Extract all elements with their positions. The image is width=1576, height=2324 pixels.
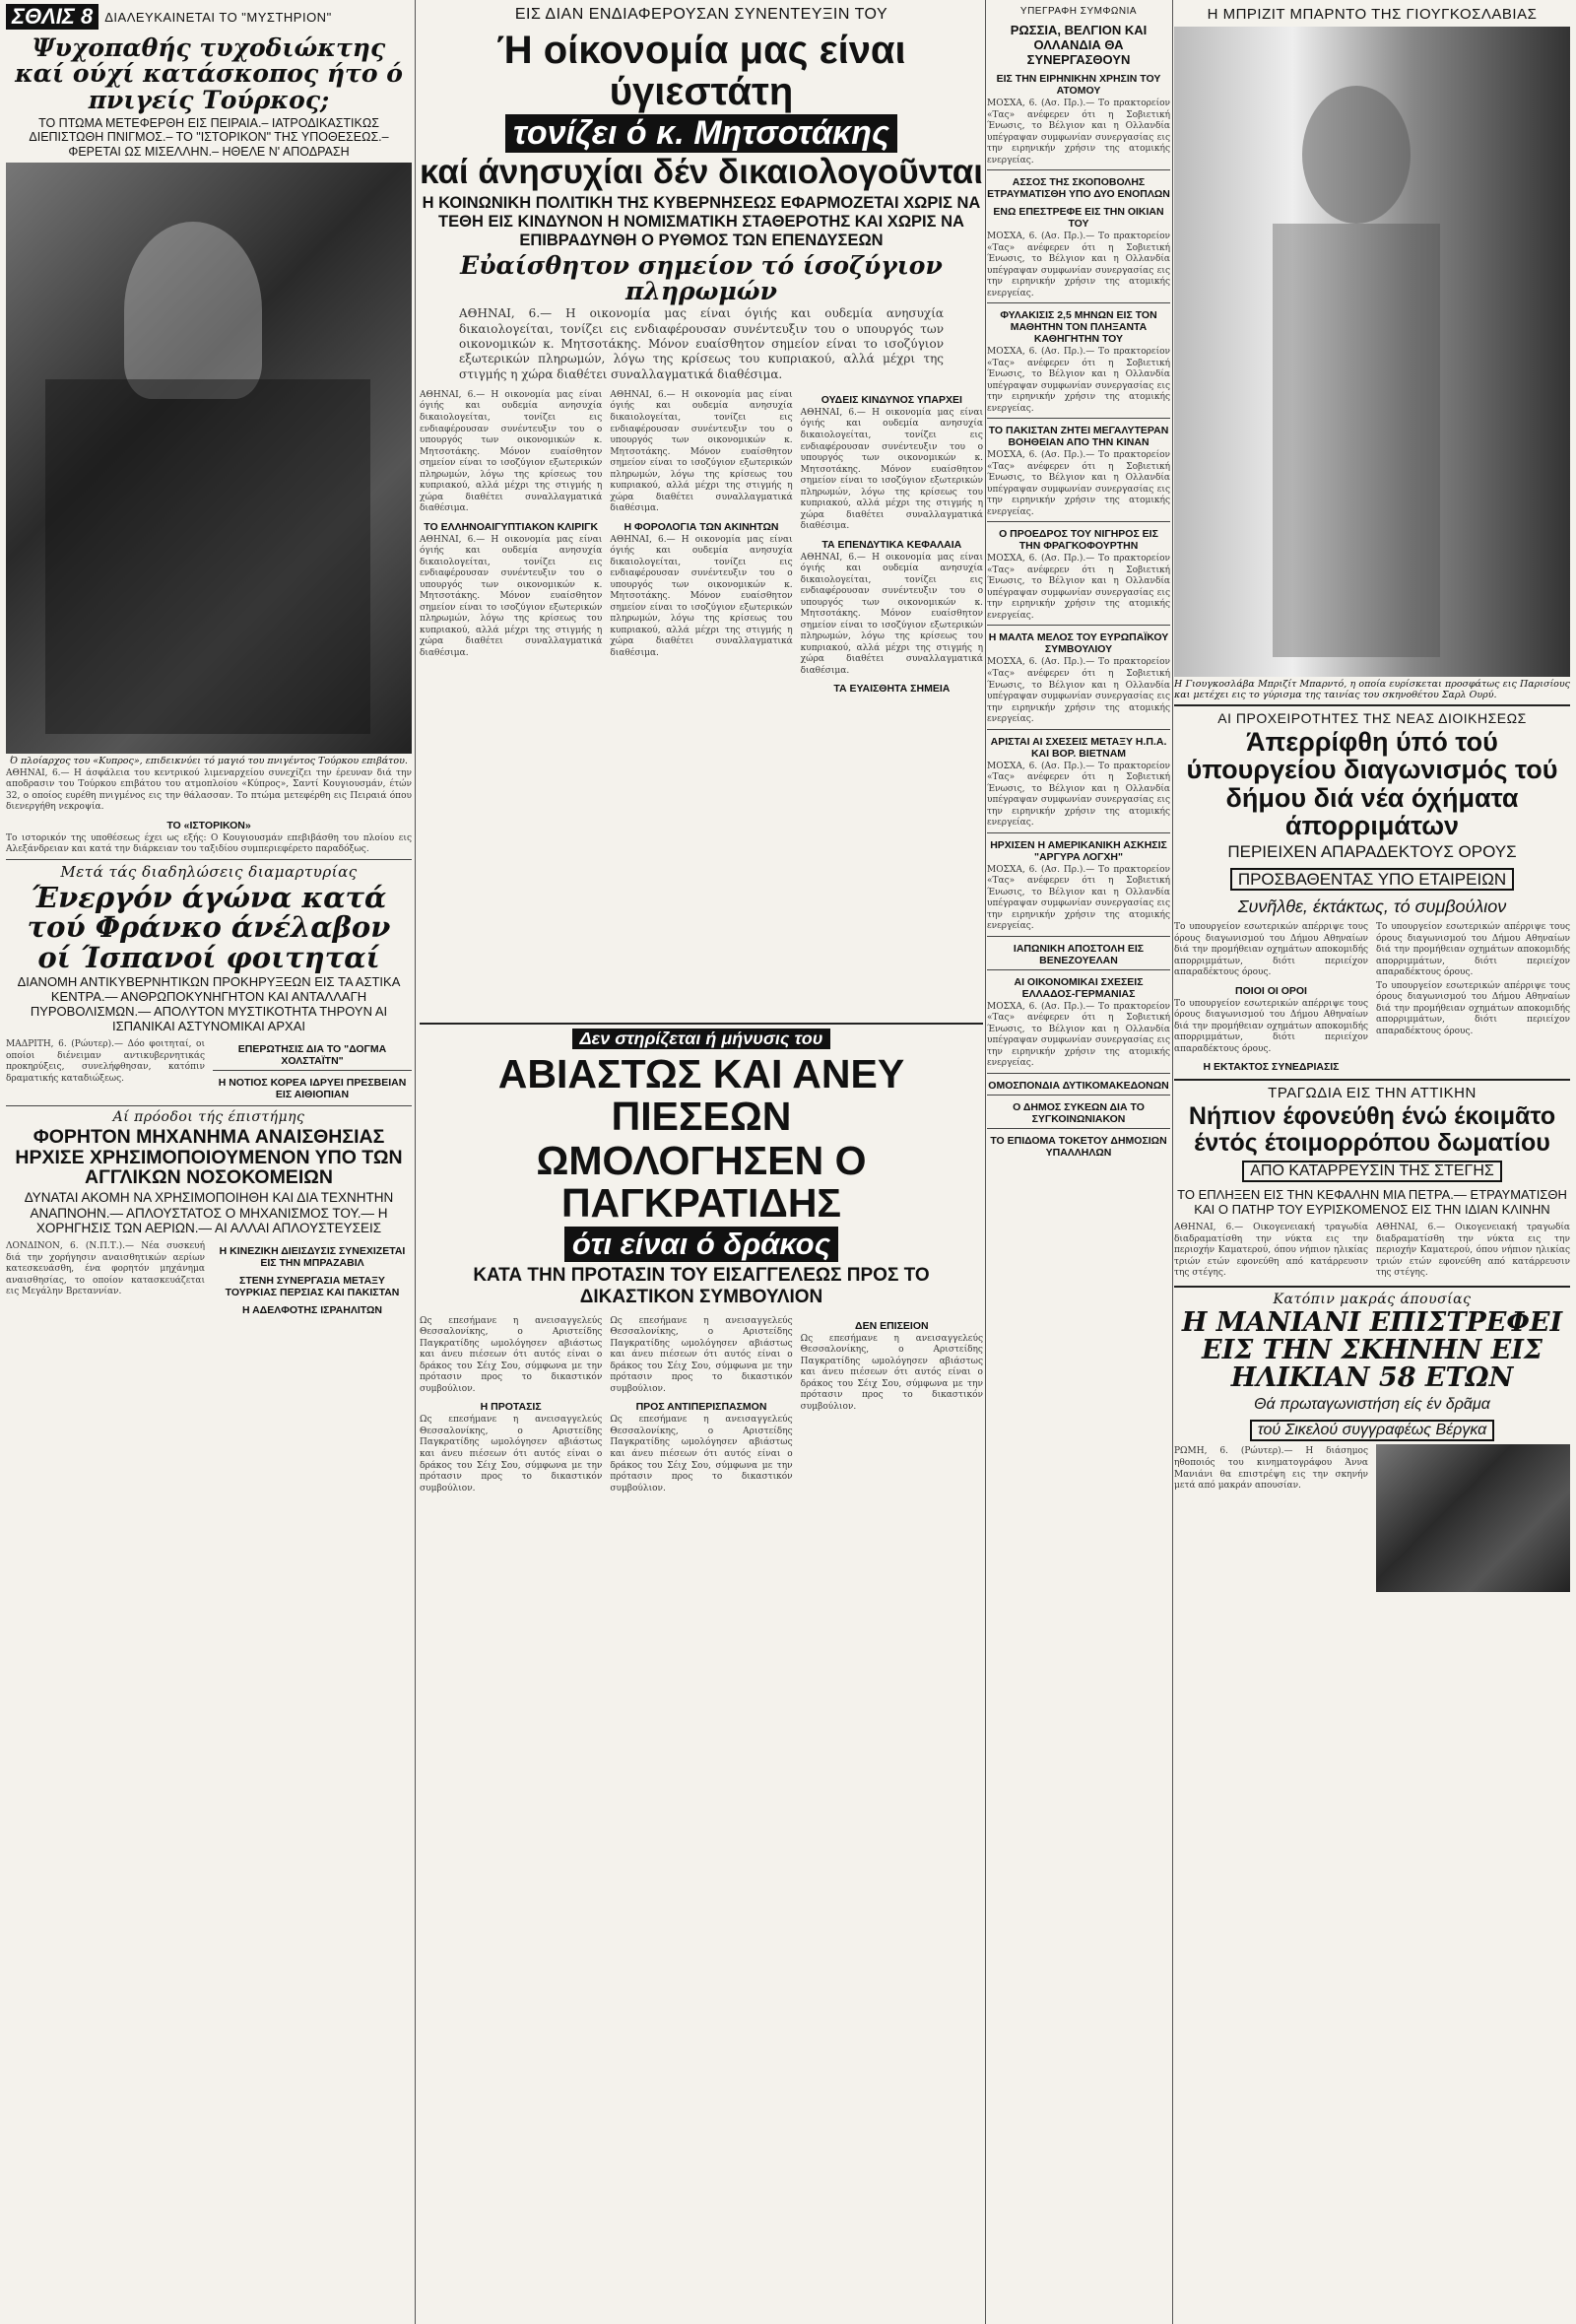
- brief-title: ΤΟ ΕΠΙΔΟΜΑ ΤΟΚΕΤΟΥ ΔΗΜΟΣΙΩΝ ΥΠΑΛΛΗΛΩΝ: [990, 1134, 1167, 1159]
- summary-economy: Η ΚΟΙΝΩΝΙΚΗ ΠΟΛΙΤΙΚΗ ΤΗΣ ΚΥΒΕΡΝΗΣΕΩΣ ΕΦΑΡΜΟΖΕΤΑΙ ΧΩΡΙΣ ΝΑ ΤΕΘΗ ΕΙΣ ΚΙΝΔΥΝΟΝ Η ΝΟΜΙΣΜΑΤΙΚΗ ΣΤΑΘΕΡΟΤΗΣ ΚΑΙ ΧΩΡΙΣ ΝΑ ΕΠΙΒΡΑΔΥΝΘΗ Ο ΡΥΘΜΟΣ ΤΩΝ ΕΠΕΝΔΥΣΕΩΝ: [422, 193, 981, 249]
- summary-turk: ΤΟ ΠΤΩΜΑ ΜΕΤΕΦΕΡΘΗ ΕΙΣ ΠΕΙΡΑΙΑ.– ΙΑΤΡΟΔΙΚΑΣΤΙΚΩΣ ΔΙΕΠΙΣΤΩΘΗ ΠΝΙΓΜΟΣ.– ΤΟ "ΙΣΤΟΡΙΚΟΝ" ΤΗΣ ΥΠΟΘΕΣΕΩΣ.– ΦΕΡΕΤΑΙ ΩΣ ΜΙΣΕΛΛΗΝ.– ΗΘΕΛΕ Ν' ΑΠΟΔΡΑΣΗ: [29, 115, 389, 159]
- article-body: ΡΩΜΗ, 6. (Ρώυτερ).— Η διάσημος ηθοποιός του κινηματογράφου Άννα Μανιάνι θα επιστρέψη εις την σκηνήν μετά από μακράν απουσίαν.: [1174, 1446, 1368, 1492]
- kicker: Μετά τάς διαδηλώσεις διαμαρτυρίας: [60, 862, 358, 881]
- kicker: ΔΙΑΛΕΥΚΑΙΝΕΤΑΙ ΤΟ "ΜΥΣΤΗΡΙΟΝ": [104, 9, 332, 25]
- article-body: ΛΟΝΔΙΝΟΝ, 6. (Ν.Π.Τ.).— Νέα συσκευή διά την χορήγησιν αναισθητικών αερίων κατεσκευάσθη, ένα φορητόν μηχάνημα αναισθησίας, το οποίον κατασκευάζεται εις Μεγάλην Βρεταννίαν.: [6, 1240, 205, 1297]
- magnani-sub1: Θά πρωταγωνιστήση είς έν δρᾶμα: [1254, 1395, 1490, 1413]
- brief-title: Η ΜΑΛΤΑ ΜΕΛΟΣ ΤΟΥ ΕΥΡΩΠΑΪΚΟΥ ΣΥΜΒΟΥΛΙΟΥ: [988, 631, 1169, 656]
- article-body: ΜΟΣΧΑ, 6. (Ασ. Πρ.).— Το πρακτορείον «Τας» ανέφερεν ότι η Σοβιετική Ένωσις, το Βέλγιον και η Ολλανδία υπέγραψαν συμφωνίαν συνεργασίας εις την ειρηνικήν χρήσιν της ατομικής ενεργείας.: [987, 554, 1170, 621]
- article-body: Ως επεσήμανε η ανεισαγγελεύς Θεσσαλονίκης, ο Αριστείδης Παγκρατίδης ωμολόγησεν αβιάστως και άνευ πιέσεων ότι αυτός είναι ο δράκος του Σέιχ Σου, σύμφωνα με την πρότασιν προς το δικαστικόν συμβούλιον.: [420, 1415, 603, 1494]
- article-body: ΜΑΔΡΙΤΗ, 6. (Ρώυτερ).— Δόο φοιτηταί, οι οποίοι διένειμαν αντικυβερνητικάς προκηρύξεις, συνελήφθησαν, κατόπιν δραματικής καταδιώξεως.: [6, 1039, 205, 1084]
- photo-caption: Ό πλοίαρχος του «Κυπρος», επιδεικνύει τό μαγιό του πνιγέντος Τούρκου επιβάτου.: [10, 755, 408, 766]
- column-rule: [1172, 0, 1173, 2324]
- subhead: ΤΑ ΕΠΕΝΔΥΤΙΚΑ ΚΕΦΑΛΑΙΑ: [821, 538, 962, 551]
- brief-title: Ο ΠΡΟΕΔΡΟΣ ΤΟΥ ΝΙΓΗΡΟΣ ΕΙΣ ΤΗΝ ΦΡΑΓΚΟΦΟΥΡΤΗΝ: [999, 528, 1158, 553]
- kicker: Κατόπιν μακράς άπουσίας: [1273, 1291, 1472, 1307]
- article-body: ΑΘΗΝΑΙ, 6.— Η οικονομία μας είναι όγιής και ουδεμία ανησυχία δικαιολογείται, τονίζει εις ενδιαφέρουσαν συνέντευξιν του ο υπουργός των οικονομικών κ. Μητσοτάκης. Μόνον ευαίσθητον σημείον είναι το ισοζύγιον εξωτερικών πληρωμών, λόγω της κρίσεως του κυπριακού, αλλά μέχρι της στιγμής η χώρα διαθέτει συναλλαγματικά διαθέσιμα.: [800, 552, 983, 676]
- tragedy-sub: ΑΠΟ ΚΑΤΑΡΡΕΥΣΙΝ ΤΗΣ ΣΤΕΓΗΣ: [1242, 1161, 1502, 1182]
- article-body: Το υπουργείον εσωτερικών απέρριψε τους όρους διαγωνισμού του Δήμου Αθηναίων διά την προμήθειαν οχημάτων αποκομιδής απορριμμάτων, διότι περιείχον απαραδέκτους όρους.: [1376, 922, 1570, 978]
- brief-title: ΙΑΠΩΝΙΚΗ ΑΠΟΣΤΟΛΗ ΕΙΣ ΒΕΝΕΖΟΥΕΛΑΝ: [1013, 942, 1145, 966]
- article-body: ΜΟΣΧΑ, 6. (Ασ. Πρ.).— Το πρακτορείον «Τας» ανέφερεν ότι η Σοβιετική Ένωσις, το Βέλγιον και η Ολλανδία υπέγραψαν συμφωνίαν συνεργασίας εις την ειρηνικήν χρήσιν της ατομικής ενεργείας.: [987, 232, 1170, 299]
- headline-mitsotakis: τονίζει ό κ. Μητσοτάκης: [505, 114, 897, 153]
- article-body: ΑΘΗΝΑΙ, 6.— Η άσφάλεια του κεντρικού λιμεναρχείου συνεχίζει την έρευναν διά την αποδρασιν του Τούρκου επιβάτου του ατμοπλοίου «Κύπρος», Σαντί Κουγιουσμάν, έτών 32, ο οποίος ευρέθη πνιγμένος εις την θάλασσαν. Το πτώμα μετεφέρθη εις Πειραιά όπου διενεργήθη νεκροψία.: [6, 767, 412, 813]
- tender-sub2: ΠΡΟΣΒΑΘΕΝΤΑΣ ΥΠΟ ΕΤΑΙΡΕΙΩΝ: [1230, 868, 1514, 892]
- headline-magnani: Η ΜΑΝΙΑΝΙ ΕΠΙΣΤΡΕΦΕΙ ΕΙΣ ΤΗΝ ΣΚΗΝΗΝ ΕΙΣ ΗΛΙΚΙΑΝ 58 ΕΤΩΝ: [1181, 1306, 1563, 1394]
- kicker-drakos: Δεν στηρίζεται ή μήνυσις του: [572, 1029, 831, 1049]
- article-body: ΜΟΣΧΑ, 6. (Ασ. Πρ.).— Το πρακτορείον «Τας» ανέφερεν ότι η Σοβιετική Ένωσις, το Βέλγιον και η Ολλανδία υπέγραψαν συμφωνίαν συνεργασίας εις την ειρηνικήν χρήσιν της ατομικής ενεργείας.: [987, 761, 1170, 829]
- article-body: ΑΘΗΝΑΙ, 6.— Η οικονομία μας είναι όγιής και ουδεμία ανησυχία δικαιολογείται, τονίζει εις ενδιαφέρουσαν συνέντευξιν του ο υπουργός των οικονομικών κ. Μητσοτάκης. Μόνον ευαίσθητον σημείον είναι το ισοζύγιον εξωτερικών πληρωμών, λόγω της κρίσεως του κυπριακού, αλλά μέχρι της στιγμής η χώρα διαθέτει συναλλαγματικά διαθέσιμα.: [610, 389, 793, 514]
- article-body: Ως επεσήμανε η ανεισαγγελεύς Θεσσαλονίκης, ο Αριστείδης Παγκρατίδης ωμολόγησεν αβιάστως και άνευ πιέσεων ότι αυτός είναι ο δράκος του Σέιχ Σου, σύμφωνα με την πρότασιν προς το δικαστικόν συμβούλιον.: [610, 1315, 793, 1394]
- brief-title: ΗΡΧΙΣΕΝ Η ΑΜΕΡΙΚΑΝΙΚΗ ΑΣΚΗΣΙΣ "ΑΡΓΥΡΑ ΛΟΓΧΗ": [990, 838, 1167, 863]
- article-body: Ως επεσήμανε η ανεισαγγελεύς Θεσσαλονίκης, ο Αριστείδης Παγκρατίδης ωμολόγησεν αβιάστως και άνευ πιέσεων ότι αυτός είναι ο δράκος του Σέιχ Σου, σύμφωνα με την πρότασιν προς το δικαστικόν συμβούλιον.: [610, 1415, 793, 1494]
- headline-tragedy: Νήπιον έφονεύθη ένώ έκοιμᾶτο έντός έτοιμορρόπου δωματίου: [1188, 1102, 1556, 1157]
- subhead: ΤΟ «ΙΣΤΟΡΙΚΟΝ»: [166, 819, 251, 831]
- brief-title: Ο ΔΗΜΟΣ ΣΥΚΕΩΝ ΔΙΑ ΤΟ ΣΥΓΚΟΙΝΩΝΙΑΚΟΝ: [1013, 1100, 1145, 1125]
- headline-economy: Ή οίκονομία μας είναι ύγιεστάτη: [496, 29, 906, 113]
- column-right: [1174, 0, 1570, 1592]
- subhead: Η ΚΙΝΕΖΙΚΗ ΔΙΕΙΣΔΥΣΙΣ ΣΥΝΕΧΙΖΕΤΑΙ ΕΙΣ ΤΗΝ ΜΠΡΑΖΑΒΙΛ: [219, 1244, 406, 1269]
- subhead: ΣΤΕΝΗ ΣΥΝΕΡΓΑΣΙΑ ΜΕΤΑΞΥ ΤΟΥΡΚΙΑΣ ΠΕΡΣΙΑΣ ΚΑΙ ΠΑΚΙΣΤΑΝ: [225, 1274, 400, 1298]
- article-body: ΜΟΣΧΑ, 6. (Ασ. Πρ.).— Το πρακτορείον «Τας» ανέφερεν ότι η Σοβιετική Ένωσις, το Βέλγιον και η Ολλανδία υπέγραψαν συμφωνίαν συνεργασίας εις την ειρηνικήν χρήσιν της ατομικής ενεργείας.: [987, 1001, 1170, 1069]
- article-body: ΜΟΣΧΑ, 6. (Ασ. Πρ.).— Το πρακτορείον «Τας» ανέφερεν ότι η Σοβιετική Ένωσις, το Βέλγιον και η Ολλανδία υπέγραψαν συμφωνίαν συνεργασίας εις την ειρηνικήν χρήσιν της ατομικής ενεργείας.: [987, 864, 1170, 932]
- column-rule: [985, 0, 986, 2324]
- headline-turk: Ψυχοπαθής τυχοδιώκτης καί ούχί κατάσκοπος ήτο ό πνιγείς Τούρκος;: [15, 33, 403, 114]
- kicker: Αί πρόοδοι τής έπιστήμης: [112, 1109, 305, 1126]
- photo-caption: Η Γιουγκοσλάβα Μπριζίτ Μπαρντό, η οποία ευρίσκεται προσφάτως εις Παρισίους και μετέχει εις το γύρισμα της ταινίας του σκηνοθέτου Σαρλ Ουρύ.: [1174, 679, 1570, 700]
- article-body: ΜΟΣΧΑ, 6. (Ασ. Πρ.).— Το πρακτορείον «Τας» ανέφερεν ότι η Σοβιετική Ένωσις, το Βέλγιον και η Ολλανδία υπέγραψαν συμφωνίαν συνεργασίας εις την ειρηνικήν χρήσιν της ατομικής ενεργείας.: [987, 99, 1170, 166]
- subhead: Η ΦΟΡΟΛΟΓΙΑ ΤΩΝ ΑΚΙΝΗΤΩΝ: [624, 520, 779, 533]
- article-body: Ως επεσήμανε η ανεισαγγελεύς Θεσσαλονίκης, ο Αριστείδης Παγκρατίδης ωμολόγησεν αβιάστως και άνευ πιέσεων ότι αυτός είναι ο δράκος του Σέιχ Σου, σύμφωνα με την πρότασιν προς το δικαστικόν συμβούλιον.: [800, 1333, 983, 1412]
- page-badge: ΣΘΛΙΣ 8: [6, 4, 98, 30]
- tender-sub3: Συνῆλθε, έκτάκτως, τό συμβούλιον: [1237, 896, 1507, 917]
- photo-title: Η ΜΠΡΙΖΙΤ ΜΠΑΡΝΤΟ ΤΗΣ ΓΙΟΥΓΚΟΣΛΑΒΙΑΣ: [1207, 6, 1538, 23]
- kicker: ΥΠΕΓΡΑΦΗ ΣΥΜΦΩΝΙΑ: [1019, 6, 1138, 17]
- article-body: ΑΘΗΝΑΙ, 6.— Η οικονομία μας είναι όγιής και ουδεμία ανησυχία δικαιολογείται, τονίζει εις ενδιαφέρουσαν συνέντευξιν του ο υπουργός των οικονομικών κ. Μητσοτάκης. Μόνον ευαίσθητον σημείον είναι το ισοζύγιον εξωτερικών πληρωμών, λόγω της κρίσεως του κυπριακού, αλλά μέχρι της στιγμής η χώρα διαθέτει συναλλαγματικά διαθέσιμα.: [420, 534, 603, 658]
- article-body: Το ιστορικόν της υποθέσεως έχει ως εξής: Ο Κουγιουσμάν επεβιβάσθη του πλοίου εις Αλεξάνδρειαν και κατά την διάρκειαν του ταξιδίου συμπεριεφέρετο παραδόξως.: [6, 832, 412, 855]
- headline-drakos-3: ότι είναι ό δράκος: [564, 1227, 838, 1262]
- headline-anesthesia: ΦΟΡΗΤΟΝ ΜΗΧΑΝΗΜΑ ΑΝΑΙΣΘΗΣΙΑΣ ΗΡΧΙΣΕ ΧΡΗΣΙΜΟΠΟΙΟΥΜΕΝΟΝ ΥΠΟ ΤΩΝ ΑΓΓΛΙΚΩΝ ΝΟΣΟΚΟΜΕΙΩΝ: [15, 1126, 403, 1188]
- brief-title: ΑΙ ΟΙΚΟΝΟΜΙΚΑΙ ΣΧΕΣΕΙΣ ΕΛΛΑΔΟΣ-ΓΕΡΜΑΝΙΑΣ: [1014, 975, 1144, 1000]
- subhead: Η ΕΚΤΑΚΤΟΣ ΣΥΝΕΔΡΙΑΣΙΣ: [1203, 1061, 1340, 1074]
- column-center: [420, 0, 983, 1496]
- brief-title: ΟΜΟΣΠΟΝΔΙΑ ΔΥΤΙΚΟΜΑΚΕΔΟΝΩΝ: [988, 1079, 1169, 1092]
- subhead: ΕΠΕΡΩΤΗΣΙΣ ΔΙΑ ΤΟ "ΔΟΓΜΑ ΧΟΛΣΤΑΪΤΝ": [237, 1043, 387, 1068]
- article-body: ΜΟΣΧΑ, 6. (Ασ. Πρ.).— Το πρακτορείον «Τας» ανέφερεν ότι η Σοβιετική Ένωσις, το Βέλγιον και η Ολλανδία υπέγραψαν συμφωνίαν συνεργασίας εις την ειρηνικήν χρήσιν της ατομικής ενεργείας.: [987, 450, 1170, 517]
- article-body: ΑΘΗΝΑΙ, 6.— Οικογενειακή τραγωδία διαδραματίσθη την νύκτα εις την περιοχήν Καματερού, όπου νήπιον ηλικίας τριών ετών εφονεύθη από κατάρρευσιν της στέγης.: [1174, 1223, 1368, 1279]
- photo-captain: [6, 163, 412, 754]
- subhead: ΔΕΝ ΕΠΙΣΕΙΟΝ: [855, 1319, 929, 1332]
- brief-title: ΑΡΙΣΤΑΙ ΑΙ ΣΧΕΣΕΙΣ ΜΕΤΑΞΥ Η.Π.Α. ΚΑΙ ΒΟΡ. ΒΙΕΤΝΑΜ: [990, 735, 1167, 760]
- headline-franco: Ένεργόν άγώνα κατά τού Φράνκο άνέλαβον οί Ίσπανοί φοιτηταί: [27, 880, 391, 974]
- subhead: Η ΝΟΤΙΟΣ ΚΟΡΕΑ ΙΔΡΥΕΙ ΠΡΕΣΒΕΙΑΝ ΕΙΣ ΑΙΘΙΟΠΙΑΝ: [218, 1077, 407, 1101]
- subhead: Η ΠΡΟΤΑΣΙΣ: [480, 1401, 542, 1414]
- column-rule: [415, 0, 416, 2324]
- photo-magnani: [1376, 1444, 1570, 1592]
- article-body: Ως επεσήμανε η ανεισαγγελεύς Θεσσαλονίκης, ο Αριστείδης Παγκρατίδης ωμολόγησεν αβιάστως και άνευ πιέσεων ότι αυτός είναι ο δράκος του Σέιχ Σου, σύμφωνα με την πρότασιν προς το δικαστικόν συμβούλιον.: [420, 1315, 603, 1394]
- brief-title: ΦΥΛΑΚΙΣΙΣ 2,5 ΜΗΝΩΝ ΕΙΣ ΤΟΝ ΜΑΘΗΤΗΝ ΤΟΝ ΠΛΗΞΑΝΤΑ ΚΑΘΗΓΗΤΗΝ ΤΟΥ: [1000, 309, 1157, 346]
- summary-anesthesia: ΔΥΝΑΤΑΙ ΑΚΟΜΗ ΝΑ ΧΡΗΣΙΜΟΠΟΙΗΘΗ ΚΑΙ ΔΙΑ ΤΕΧΝΗΤΗΝ ΑΝΑΠΝΟΗΝ.— ΑΠΛΟΥΣΤΑΤΟΣ Ο ΜΗΧΑΝΙΣΜΟΣ ΤΟΥ.— Η ΧΟΡΗΓΗΣΙΣ ΤΩΝ ΑΕΡΙΩΝ.— ΑΙ ΑΛΛΑΙ ΑΠΛΟΥΣΤΕΥΣΕΙΣ: [24, 1190, 394, 1236]
- summary-drakos: ΚΑΤΑ ΤΗΝ ΠΡΟΤΑΣΙΝ ΤΟΥ ΕΙΣΑΓΓΕΛΕΩΣ ΠΡΟΣ ΤΟ ΔΙΚΑΣΤΙΚΟΝ ΣΥΜΒΟΥΛΙΟΝ: [473, 1265, 930, 1307]
- subhead: Η ΑΔΕΛΦΟΤΗΣ ΙΣΡΑΗΛΙΤΩΝ: [241, 1303, 382, 1316]
- brief-sub: ΕΙΣ ΤΗΝ ΕΙΡΗΝΙΚΗΝ ΧΡΗΣΙΝ ΤΟΥ ΑΤΟΜΟΥ: [996, 73, 1161, 97]
- subhead: ΠΟΙΟΙ ΟΙ ΟΡΟΙ: [1235, 984, 1307, 997]
- headline-drakos-2: ΩΜΟΛΟΓΗΣΕΝ Ο ΠΑΓΚΡΑΤΙΔΗΣ: [536, 1138, 867, 1227]
- article-body: ΑΘΗΝΑΙ, 6.— Η οικονομία μας είναι όγιής και ουδεμία ανησυχία δικαιολογείται, τονίζει εις ενδιαφέρουσαν συνέντευξιν του ο υπουργός των οικονομικών κ. Μητσοτάκης. Μόνον ευαίσθητον σημείον είναι το ισοζύγιον εξωτερικών πληρωμών, λόγω της κρίσεως του κυπριακού, αλλά μέχρι της στιγμής η χώρα διαθέτει συναλλαγματικά διαθέσιμα.: [420, 389, 603, 514]
- subhead: ΤΑ ΕΥΑΙΣΘΗΤΑ ΣΗΜΕΙΑ: [833, 683, 951, 696]
- article-body: Το υπουργείον εσωτερικών απέρριψε τους όρους διαγωνισμού του Δήμου Αθηναίων διά την προμήθειαν οχημάτων αποκομιδής απορριμμάτων, διότι περιείχον απαραδέκτους όρους.: [1376, 980, 1570, 1036]
- headline-economy-2: καί άνησυχίαι δέν δικαιολογοῦνται: [420, 153, 983, 191]
- article-body: Το υπουργείον εσωτερικών απέρριψε τους όρους διαγωνισμού του Δήμου Αθηναίων διά την προμήθειαν οχημάτων αποκομιδής απορριμμάτων, διότι περιείχον απαραδέκτους όρους.: [1174, 998, 1368, 1054]
- kicker: ΑΙ ΠΡΟΧΕΙΡΟΤΗΤΕΣ ΤΗΣ ΝΕΑΣ ΔΙΟΙΚΗΣΕΩΣ: [1217, 710, 1527, 726]
- article-body: Το υπουργείον εσωτερικών απέρριψε τους όρους διαγωνισμού του Δήμου Αθηναίων διά την προμήθειαν οχημάτων αποκομιδής απορριμμάτων, διότι περιείχον απαραδέκτους όρους.: [1174, 922, 1368, 978]
- brief-title: ΤΟ ΠΑΚΙΣΤΑΝ ΖΗΤΕΙ ΜΕΓΑΛΥΤΕΡΑΝ ΒΟΗΘΕΙΑΝ ΑΠΟ ΤΗΝ ΚΙΝΑΝ: [988, 425, 1169, 449]
- article-body: ΜΟΣΧΑ, 6. (Ασ. Πρ.).— Το πρακτορείον «Τας» ανέφερεν ότι η Σοβιετική Ένωσις, το Βέλγιον και η Ολλανδία υπέγραψαν συμφωνίαν συνεργασίας εις την ειρηνικήν χρήσιν της ατομικής ενεργείας.: [987, 657, 1170, 725]
- column-briefs: [987, 0, 1170, 1161]
- subhead-balance: Εὐαίσθητον σημείον τό ίσοζύγιον πληρωμών: [460, 250, 943, 305]
- tender-sub1: ΠΕΡΙΕΙΧΕΝ ΑΠΑΡΑΔΕΚΤΟΥΣ ΟΡΟΥΣ: [1227, 842, 1517, 862]
- subhead: ΤΟ ΕΛΛΗΝΟΑΙΓΥΠΤΙΑΚΟΝ ΚΛΙΡΙΓΚ: [424, 520, 599, 533]
- summary-franco: ΔΙΑΝΟΜΗ ΑΝΤΙΚΥΒΕΡΝΗΤΙΚΩΝ ΠΡΟΚΗΡΥΞΕΩΝ ΕΙΣ ΤΑ ΑΣΤΙΚΑ ΚΕΝΤΡΑ.— ΑΝΘΡΩΠΟΚΥΝΗΓΗΤΟΝ ΚΑΙ ΑΝΤΑΛΛΑΓΗ ΠΥΡΟΒΟΛΙΣΜΩΝ.— ΑΠΟΛΥΤΟΝ ΜΥΣΤΙΚΟΤΗΤΑ ΤΗΡΟΥΝ ΑΙ ΙΣΠΑΝΙΚΑΙ ΑΣΤΥΝΟΜΙΚΑΙ ΑΡΧΑΙ: [17, 974, 401, 1034]
- photo-actress: [1174, 27, 1570, 677]
- subhead: ΟΥΔΕΙΣ ΚΙΝΔΥΝΟΣ ΥΠΑΡΧΕΙ: [821, 393, 962, 406]
- kicker: ΤΡΑΓΩΔΙΑ ΕΙΣ ΤΗΝ ΑΤΤΙΚΗΝ: [1268, 1085, 1477, 1102]
- column-left: [6, 0, 412, 1318]
- subhead: ΠΡΟΣ ΑΝΤΙΠΕΡΙΣΠΑΣΜΟΝ: [635, 1401, 767, 1414]
- headline-tender: Άπερρίφθη ύπό τού ύπουργείου διαγωνισμός τού δήμου διά νέα όχήματα άπορριμάτων: [1186, 727, 1558, 841]
- headline-drakos: ΑΒΙΑΣΤΩΣ ΚΑΙ ΑΝΕΥ ΠΙΕΣΕΩΝ: [497, 1050, 905, 1139]
- magnani-sub2: τού Σικελού συγγραφέως Βέργκα: [1250, 1420, 1495, 1441]
- summary-tragedy: ΤΟ ΕΠΛΗΞΕΝ ΕΙΣ ΤΗΝ ΚΕΦΑΛΗΝ ΜΙΑ ΠΕΤΡΑ.— ΕΤΡΑΥΜΑΤΙΣΘΗ ΚΑΙ Ο ΠΑΤΗΡ ΤΟΥ ΕΥΡΙΣΚΟΜΕΝΟΣ ΕΙΣ ΤΗΝ ΙΔΙΑΝ ΚΛΙΝΗΝ: [1177, 1187, 1567, 1218]
- article-body: ΑΘΗΝΑΙ, 6.— Η οικονομία μας είναι όγιής και ουδεμία ανησυχία δικαιολογείται, τονίζει εις ενδιαφέρουσαν συνέντευξιν του ο υπουργός των οικονομικών κ. Μητσοτάκης. Μόνον ευαίσθητον σημείον είναι το ισοζύγιον εξωτερικών πληρωμών, λόγω της κρίσεως του κυπριακού, αλλά μέχρι της στιγμής η χώρα διαθέτει συναλλαγματικά διαθέσιμα.: [610, 534, 793, 658]
- article-body: ΑΘΗΝΑΙ, 6.— Η οικονομία μας είναι όγιής και ουδεμία ανησυχία δικαιολογείται, τονίζει εις ενδιαφέρουσαν συνέντευξιν του ο υπουργός των οικονομικών κ. Μητσοτάκης. Μόνον ευαίσθητον σημείον είναι το ισοζύγιον εξωτερικών πληρωμών, λόγω της κρίσεως του κυπριακού, αλλά μέχρι της στιγμής η χώρα διαθέτει συναλλαγματικά διαθέσιμα.: [459, 306, 944, 381]
- kicker: ΕΙΣ ΔΙΑΝ ΕΝΔΙΑΦΕΡΟΥΣΑΝ ΣΥΝΕΝΤΕΥΞΙΝ ΤΟΥ: [514, 6, 888, 23]
- article-body: ΑΘΗΝΑΙ, 6.— Η οικονομία μας είναι όγιής και ουδεμία ανησυχία δικαιολογείται, τονίζει εις ενδιαφέρουσαν συνέντευξιν του ο υπουργός των οικονομικών κ. Μητσοτάκης. Μόνον ευαίσθητον σημείον είναι το ισοζύγιον εξωτερικών πληρωμών, λόγω της κρίσεως του κυπριακού, αλλά μέχρι της στιγμής η χώρα διαθέτει συναλλαγματικά διαθέσιμα.: [800, 407, 983, 532]
- article-body: ΜΟΣΧΑ, 6. (Ασ. Πρ.).— Το πρακτορείον «Τας» ανέφερεν ότι η Σοβιετική Ένωσις, το Βέλγιον και η Ολλανδία υπέγραψαν συμφωνίαν συνεργασίας εις την ειρηνικήν χρήσιν της ατομικής ενεργείας.: [987, 347, 1170, 414]
- brief-sub: ΕΝΩ ΕΠΕΣΤΡΕΦΕ ΕΙΣ ΤΗΝ ΟΙΚΙΑΝ ΤΟΥ: [993, 206, 1164, 231]
- article-body: ΑΘΗΝΑΙ, 6.— Οικογενειακή τραγωδία διαδραματίσθη την νύκτα εις την περιοχήν Καματερού, όπου νήπιον ηλικίας τριών ετών εφονεύθη από κατάρρευσιν της στέγης.: [1376, 1223, 1570, 1279]
- brief-title: ΡΩΣΣΙΑ, ΒΕΛΓΙΟΝ ΚΑΙ ΟΛΛΑΝΔΙΑ ΘΑ ΣΥΝΕΡΓΑΣΘΟΥΝ: [1010, 23, 1148, 67]
- brief-title: ΑΣΣΟΣ ΤΗΣ ΣΚΟΠΟΒΟΛΗΣ ΕΤΡΑΥΜΑΤΙΣΘΗ ΥΠΟ ΔΥΟ ΕΝΟΠΛΩΝ: [987, 176, 1170, 201]
